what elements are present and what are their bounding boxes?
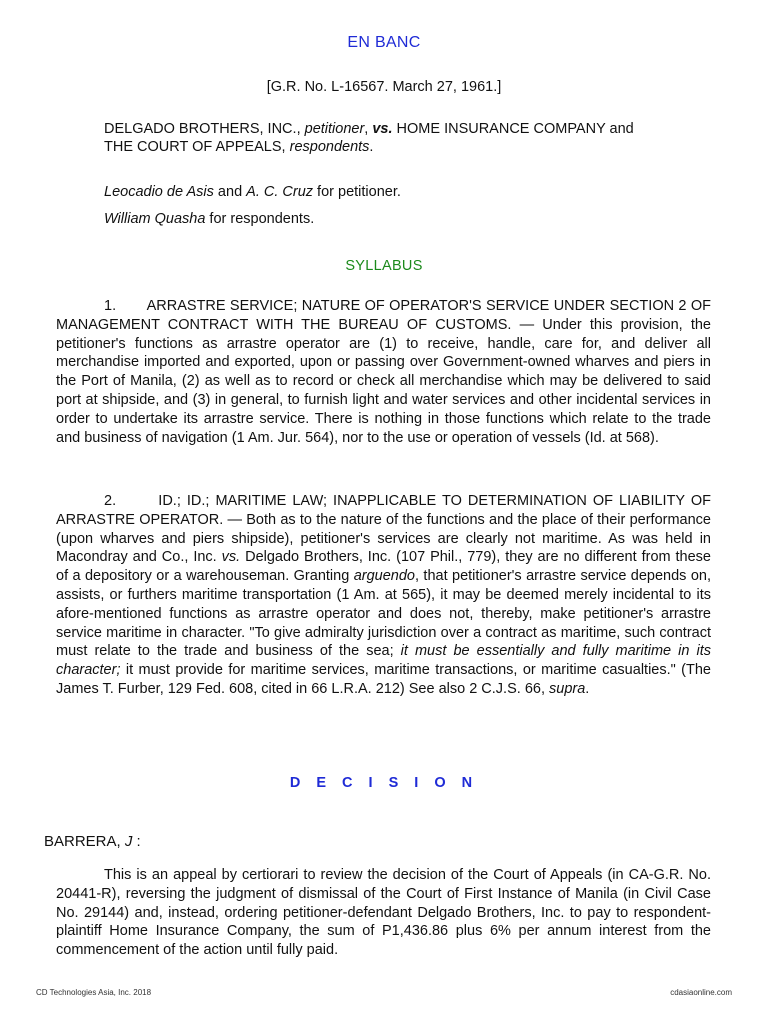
sep: , [281, 139, 290, 155]
justice-name: BARRERA, [44, 833, 125, 850]
counsel-suffix: for petitioner. [313, 184, 401, 200]
case-number: [G.R. No. L-16567. March 27, 1961.] [266, 79, 502, 95]
footer-website: cdasiaonline.com [670, 988, 732, 997]
versus: vs. [221, 549, 241, 566]
emphasized-quote: it must be essentially and fully maritime in its character; [56, 643, 711, 679]
case-parties [104, 120, 664, 156]
text: Delgado Brothers, Inc. (107 Phil., 779), they are no different from these of a depository or a warehouseman. Granting [56, 549, 711, 585]
period: . [585, 680, 590, 697]
petitioner-counsel [104, 184, 401, 200]
syllabus-item-2 [56, 492, 711, 699]
petitioner-name: DELGADO BROTHERS, INC. [104, 121, 297, 137]
sep: , [296, 121, 305, 137]
petitioner-role: petitioner [304, 121, 365, 137]
period: . [369, 139, 374, 155]
footer-copyright: CD Technologies Asia, Inc. 2018 [36, 988, 152, 997]
respondent-counsel [104, 211, 314, 227]
text: , that petitioner's arrastre service depends on, assists, or furthers maritime transportation (1 Am. at 565), it may be deemed merely incidental to its afore-mentioned functions as arrastre operator and does not, thereby, make petitioner's arrastre service maritime in character. "To give admiralty jurisdiction over a contract as maritime, such contract must relate to the trade and business of the sea; [56, 568, 712, 660]
justice-title: J [124, 833, 133, 850]
colon: : [132, 833, 141, 850]
latin-term: supra [549, 680, 586, 697]
syllabus-item-1: 1. ARRASTRE SERVICE; NATURE OF OPERATOR'S SERVICE UNDER SECTION 2 OF MANAGEMENT CONTRACT WITH THE BUREAU OF CUSTOMS. — Under this provision, the petitioner's functions as arrastre operator are (1) to receive, handle, care for, and deliver all merchandise imported and exported, upon or passing over Government-owned wharves and piers in the Port of Manila, (2) as well as to record or check all merchandise which may be delivered to said port at shipside, and (3) in general, to furnish light and water services and other incidental services in order to undertake its arrastre service. There is nothing in those functions which relate to the trade and business of navigation (1 Am. Jur. 564), nor to the use or operation of vessels (Id. at 568). [56, 298, 711, 446]
sep: , [364, 121, 373, 137]
ponente [44, 833, 141, 850]
text: 2. ID.; ID.; MARITIME LAW; INAPPLICABLE TO DETERMINATION OF LIABILITY OF ARRASTRE OPERATOR. — Both as to the nature of the functions and the place of their performance (upon wharves and piers shipside), petitioner's services are clearly not maritime. As was held in Macondray and Co., Inc. [56, 493, 711, 566]
respondents-names: HOME INSURANCE COMPANY and THE COURT OF APPEALS [104, 121, 634, 155]
court-division: EN BANC [347, 34, 421, 51]
counsel-name: Leocadio de Asis [104, 184, 214, 200]
syllabus-heading: SYLLABUS [345, 258, 423, 274]
counsel-name: A. C. Cruz [246, 184, 314, 200]
counsel-suffix: for respondents. [205, 211, 315, 227]
conjunction: and [213, 184, 247, 200]
versus: vs. [372, 121, 393, 137]
respondents-role: respondents [289, 139, 370, 155]
text: it must provide for maritime services, maritime transactions, or maritime casualties." (The James T. Furber, 129 Fed. 608, cited in 66 L.R.A. 212) See also 2 C.J.S. 66, [56, 662, 711, 697]
latin-term: arguendo [353, 568, 415, 585]
decision-heading: D E C I S I O N [289, 775, 479, 791]
decision-paragraph-1: This is an appeal by certiorari to review the decision of the Court of Appeals (in CA-G.R. No. 20441-R), reversing the judgment of dismissal of the Court of First Instance of Manila (in Civil Case No. 29144) and, instead, ordering petitioner-defendant Delgado Brothers, Inc. to pay to respondent-plaintiff Home Insurance Company, the sum of P1,436.86 plus 6% per annum interest from the commencement of the action until fully paid. [56, 867, 711, 959]
counsel-name: William Quasha [104, 211, 206, 227]
